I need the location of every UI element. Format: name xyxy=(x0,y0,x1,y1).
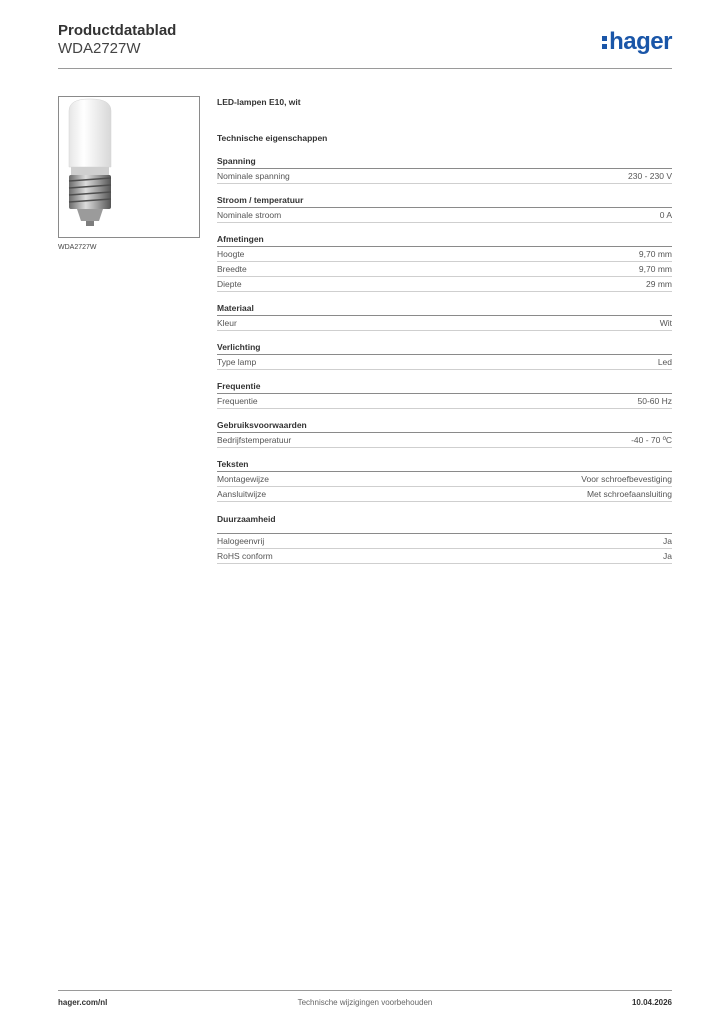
property-value: Voor schroefbevestiging xyxy=(581,474,672,484)
property-row xyxy=(217,262,672,277)
property-row xyxy=(217,355,672,370)
property-value: Led xyxy=(657,357,672,367)
property-label: Type lamp xyxy=(217,357,257,367)
section-title: Frequentie xyxy=(217,379,672,394)
property-row xyxy=(217,549,672,564)
property-value: 230 - 230 V xyxy=(628,171,672,181)
property-label: Nominale stroom xyxy=(217,210,282,220)
section-frequentie xyxy=(217,379,672,409)
property-label: Nominale spanning xyxy=(217,171,290,181)
section-title: Spanning xyxy=(217,154,672,169)
property-value: Met schroefaansluiting xyxy=(586,489,672,499)
image-caption: WDA2727W xyxy=(58,244,97,251)
property-label: Hoogte xyxy=(217,249,245,259)
property-label: Kleur xyxy=(217,318,237,328)
property-value: -40 - 70 ºC xyxy=(631,435,672,445)
property-row xyxy=(217,394,672,409)
document-title: Productdatablad xyxy=(58,22,177,39)
section-title: Afmetingen xyxy=(217,232,672,247)
property-row xyxy=(217,534,672,549)
section-gebruiksvoorwaarden xyxy=(217,418,672,448)
document-date: 10.04.2026 xyxy=(631,998,672,1007)
product-details xyxy=(217,95,672,564)
product-code: WDA2727W xyxy=(58,40,141,57)
header-divider xyxy=(58,68,672,69)
technical-properties-heading: Technische eigenschappen xyxy=(217,133,328,143)
property-value: 9,70 mm xyxy=(638,264,672,274)
property-value: 50-60 Hz xyxy=(637,396,672,406)
property-row xyxy=(217,208,672,223)
property-value: Ja xyxy=(663,551,672,561)
footer-disclaimer: Technische wijzigingen voorbehouden xyxy=(297,998,433,1007)
section-afmetingen xyxy=(217,232,672,292)
website-link[interactable]: hager.com/nl xyxy=(58,998,108,1007)
section-title: Verlichting xyxy=(217,340,672,355)
section-teksten xyxy=(217,457,672,502)
product-image xyxy=(58,96,200,238)
property-row xyxy=(217,487,672,502)
property-value: 9,70 mm xyxy=(638,249,672,259)
property-label: Diepte xyxy=(217,279,242,289)
section-verlichting xyxy=(217,340,672,370)
property-label: Aansluitwijze xyxy=(217,489,267,499)
property-label: Montagewijze xyxy=(217,474,269,484)
property-label: RoHS conform xyxy=(217,551,273,561)
section-title: Materiaal xyxy=(217,301,672,316)
property-row xyxy=(217,247,672,262)
property-value: Ja xyxy=(663,536,672,546)
section-stroom xyxy=(217,193,672,223)
property-value: Wit xyxy=(659,318,672,328)
section-title: Duurzaamheid xyxy=(217,511,672,534)
hager-logo xyxy=(602,28,672,59)
property-label: Bedrijfstemperatuur xyxy=(217,435,292,445)
footer-divider xyxy=(58,990,672,991)
section-spanning xyxy=(217,154,672,184)
page-header xyxy=(58,22,672,58)
section-duurzaamheid xyxy=(217,511,672,564)
property-label: Breedte xyxy=(217,264,247,274)
property-row xyxy=(217,472,672,487)
property-row xyxy=(217,316,672,331)
product-description: LED-lampen E10, wit xyxy=(217,97,301,107)
section-title: Gebruiksvoorwaarden xyxy=(217,418,672,433)
property-row xyxy=(217,169,672,184)
property-label: Frequentie xyxy=(217,396,258,406)
property-label: Halogeenvrij xyxy=(217,536,265,546)
property-row xyxy=(217,433,672,448)
section-title: Teksten xyxy=(217,457,672,472)
section-materiaal xyxy=(217,301,672,331)
section-title: Stroom / temperatuur xyxy=(217,193,672,208)
led-lamp-e10-icon xyxy=(59,97,199,237)
property-value: 29 mm xyxy=(646,279,672,289)
logo-colon-icon xyxy=(602,28,608,59)
property-row xyxy=(217,277,672,292)
property-value: 0 A xyxy=(659,210,672,220)
logo-text: hager xyxy=(609,28,672,55)
